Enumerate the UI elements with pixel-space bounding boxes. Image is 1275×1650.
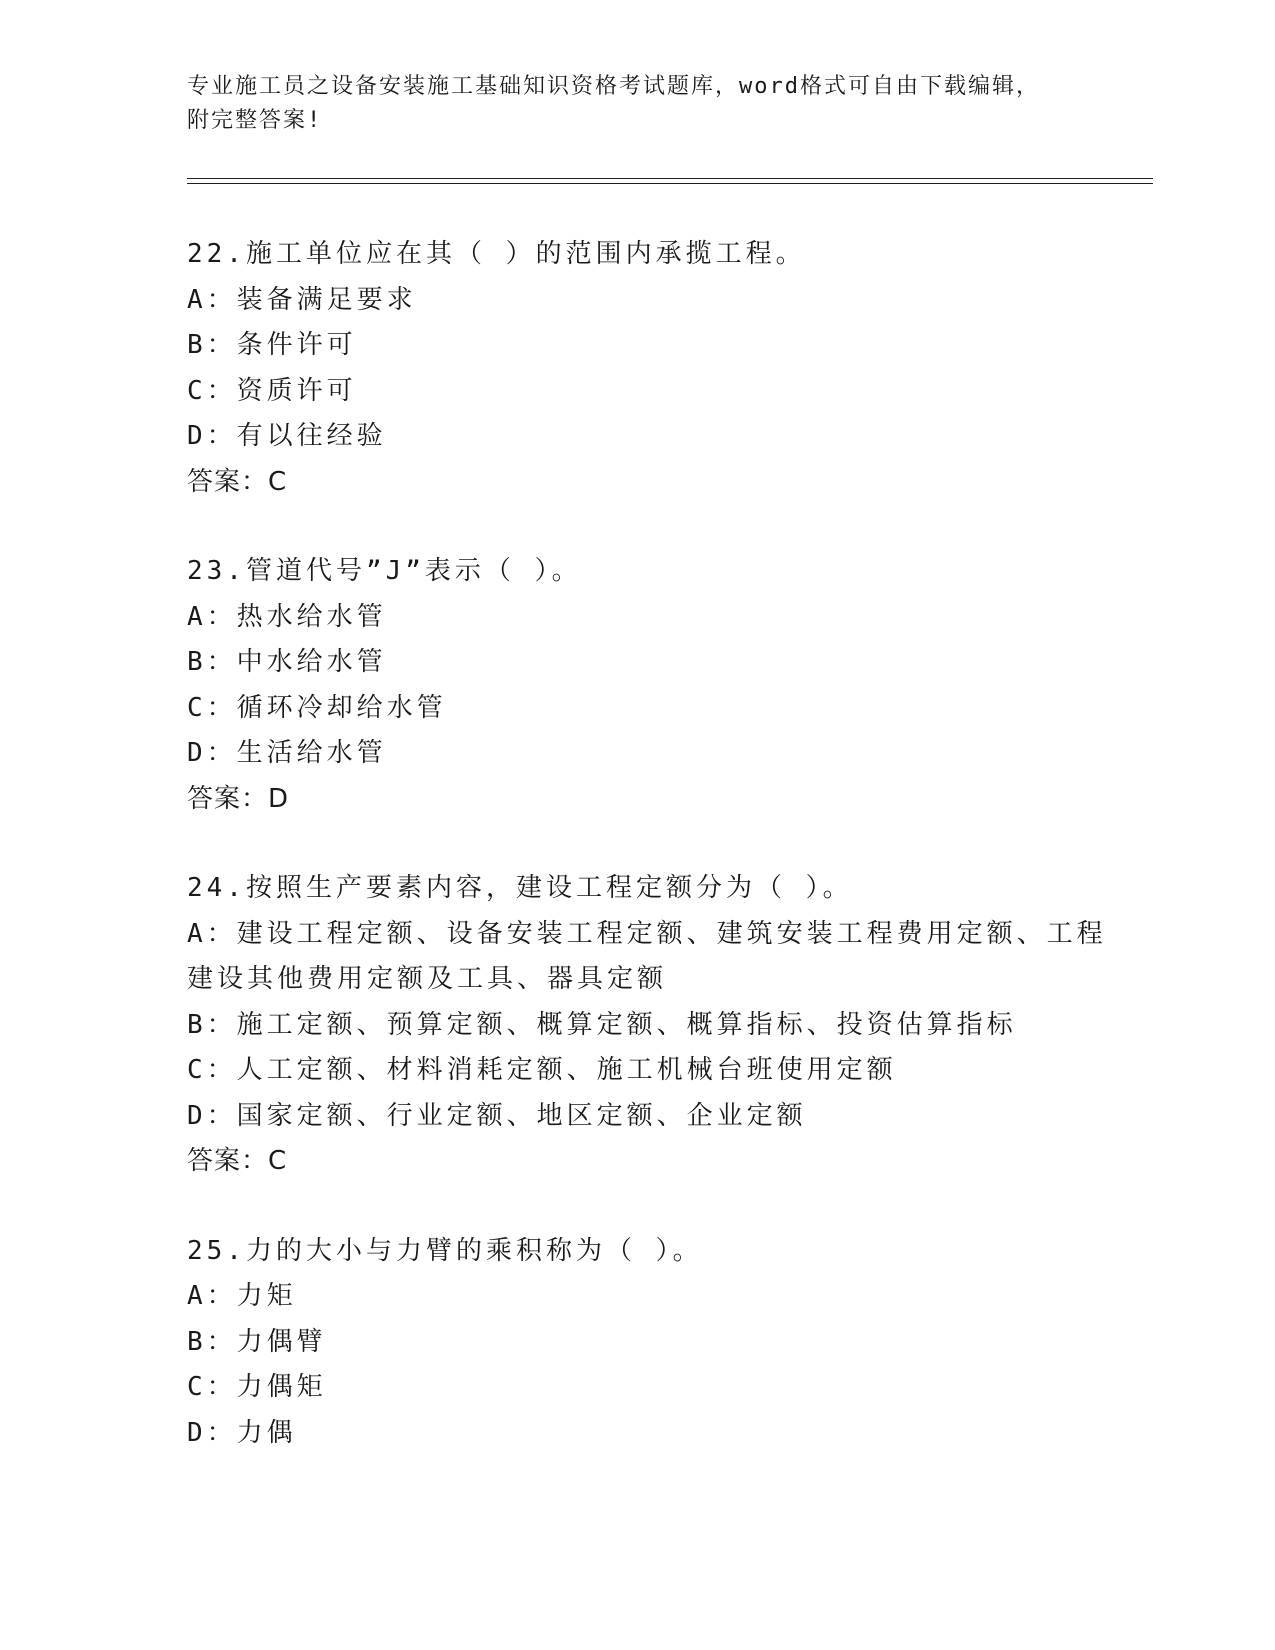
option-c: C：循环冷却给水管 bbox=[187, 692, 447, 723]
question-stem: 24.按照生产要素内容，建设工程定额分为（ ）。 bbox=[187, 873, 853, 903]
question-list bbox=[187, 232, 1107, 1500]
header-intro-line-2: 附完整答案! bbox=[187, 108, 323, 133]
document-header bbox=[187, 70, 1087, 138]
question-stem: 23.管道代号”J”表示（ ）。 bbox=[187, 556, 582, 586]
header-divider-bottom bbox=[187, 183, 1153, 184]
option-c: C：资质许可 bbox=[187, 375, 357, 406]
option-b: B：施工定额、预算定额、概算定额、概算指标、投资估算指标 bbox=[187, 1009, 1017, 1040]
option-b: B：中水给水管 bbox=[187, 647, 387, 677]
question-24 bbox=[187, 866, 1107, 1185]
question-22 bbox=[187, 232, 1107, 505]
option-a: A：力矩 bbox=[187, 1281, 297, 1311]
answer-label: 答案：C bbox=[187, 1146, 288, 1176]
option-a: A：热水给水管 bbox=[187, 601, 387, 632]
question-25 bbox=[187, 1229, 1107, 1457]
header-divider-top bbox=[187, 178, 1153, 179]
option-a: A：建设工程定额、设备安装工程定额、建筑安装工程费用定额、工程建设其他费用定额及工具、器具定额 bbox=[187, 918, 1107, 994]
option-d: D：国家定额、行业定额、地区定额、企业定额 bbox=[187, 1100, 807, 1131]
question-stem: 25.力的大小与力臂的乘积称为（ ）。 bbox=[187, 1235, 703, 1266]
option-d: D：有以往经验 bbox=[187, 421, 387, 451]
answer-label: 答案：C bbox=[187, 466, 288, 497]
option-a: A：装备满足要求 bbox=[187, 284, 417, 315]
answer-label: 答案：D bbox=[187, 783, 290, 814]
option-d: D：生活给水管 bbox=[187, 738, 387, 768]
option-b: B：条件许可 bbox=[187, 330, 357, 360]
option-d: D：力偶 bbox=[187, 1417, 297, 1448]
question-stem: 22.施工单位应在其（ ）的范围内承揽工程。 bbox=[187, 239, 806, 269]
header-intro-line-1: 专业施工员之设备安装施工基础知识资格考试题库，word格式可自由下载编辑， bbox=[187, 74, 1040, 99]
option-b: B：力偶臂 bbox=[187, 1326, 327, 1357]
question-23 bbox=[187, 549, 1107, 822]
option-c: C：力偶矩 bbox=[187, 1372, 327, 1402]
option-c: C：人工定额、材料消耗定额、施工机械台班使用定额 bbox=[187, 1055, 897, 1085]
